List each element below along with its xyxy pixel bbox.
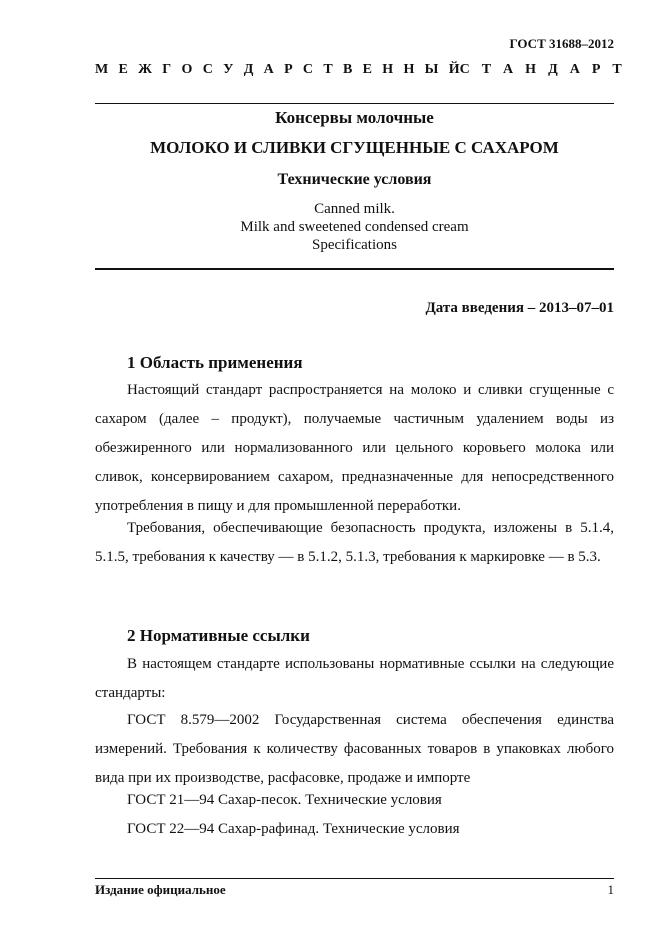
interstate-letter: О xyxy=(181,62,193,77)
section-1-title: 1 Область применения xyxy=(127,353,303,372)
interstate-letter: А xyxy=(569,62,580,77)
title-en-line-3: Specifications xyxy=(312,237,397,253)
title-subtitle: Технические условия xyxy=(277,171,432,188)
interstate-letter: Д xyxy=(243,62,254,77)
interstate-letter: Т xyxy=(481,62,492,77)
interstate-letter: А xyxy=(503,62,514,77)
interstate-letter: С xyxy=(302,62,314,77)
reference-item: ГОСТ 21—94 Сахар-песок. Технические условия xyxy=(127,792,442,808)
interstate-letter: А xyxy=(263,62,274,77)
interstate-letter: Й xyxy=(448,62,460,77)
interstate-letter: Т xyxy=(323,62,333,77)
interstate-letter: Е xyxy=(118,62,128,77)
standard-word xyxy=(460,62,622,78)
interstate-letter: Е xyxy=(362,62,372,77)
reference-item: ГОСТ 22—94 Сахар-рафинад. Технические условия xyxy=(127,821,460,837)
interstate-standard-heading xyxy=(95,62,622,78)
interstate-letter: В xyxy=(342,62,353,77)
footer-divider xyxy=(95,878,614,879)
header-divider xyxy=(95,103,614,104)
interstate-letter: Ы xyxy=(424,62,439,77)
interstate-letter: М xyxy=(95,62,109,77)
interstate-letter: С xyxy=(202,62,213,77)
interstate-letter: Д xyxy=(548,62,558,77)
interstate-letter: С xyxy=(459,62,470,77)
reference-item: ГОСТ 8.579—2002 Государственная система обеспечения единства измерений. Требования к количеству фасованных товаров в упаковках любого вида при их производстве, расфасовке, продаже и импорте xyxy=(95,712,614,786)
edition-label: Издание официальное xyxy=(95,882,226,897)
interstate-letter: У xyxy=(223,62,234,77)
interstate-word xyxy=(95,62,460,78)
title-main: МОЛОКО И СЛИВКИ СГУЩЕННЫЕ С САХАРОМ xyxy=(150,138,559,157)
interstate-letter: Р xyxy=(591,62,601,77)
interstate-letter: Т xyxy=(612,62,622,77)
interstate-letter: Н xyxy=(403,62,415,77)
section-1-paragraph-1: Настоящий стандарт распространяется на молоко и сливки сгущенные с сахаром (далее – продукт), получаемые частичным удалением воды из обезжиренного или нормализованного или цельного коровьего молока или сливок, консервированием сахаром, предназначенные для непосредственного употребления в пищу и для промышленной переработки. xyxy=(95,382,614,514)
interstate-letter: Ж xyxy=(138,62,152,77)
title-en-line-1: Canned milk. xyxy=(314,201,395,217)
document-code: ГОСТ 31688–2012 xyxy=(509,36,614,51)
introduction-date: Дата введения – 2013–07–01 xyxy=(425,300,614,316)
page-number: 1 xyxy=(607,882,614,897)
title-divider xyxy=(95,268,614,270)
section-2-paragraph-1: В настоящем стандарте использованы нормативные ссылки на следующие стандарты: xyxy=(95,656,614,701)
title-category: Консервы молочные xyxy=(275,108,434,127)
interstate-letter: Н xyxy=(525,62,537,77)
interstate-letter: Р xyxy=(284,62,293,77)
title-en-line-2: Milk and sweetened condensed cream xyxy=(240,219,469,235)
interstate-letter: Н xyxy=(382,62,394,77)
interstate-letter: Г xyxy=(162,62,172,77)
section-1-paragraph-2: Требования, обеспечивающие безопасность продукта, изложены в 5.1.4, 5.1.5, требования к качеству — в 5.1.2, 5.1.3, требования к маркировке — в 5.3. xyxy=(95,520,614,565)
section-2-title: 2 Нормативные ссылки xyxy=(127,626,310,645)
